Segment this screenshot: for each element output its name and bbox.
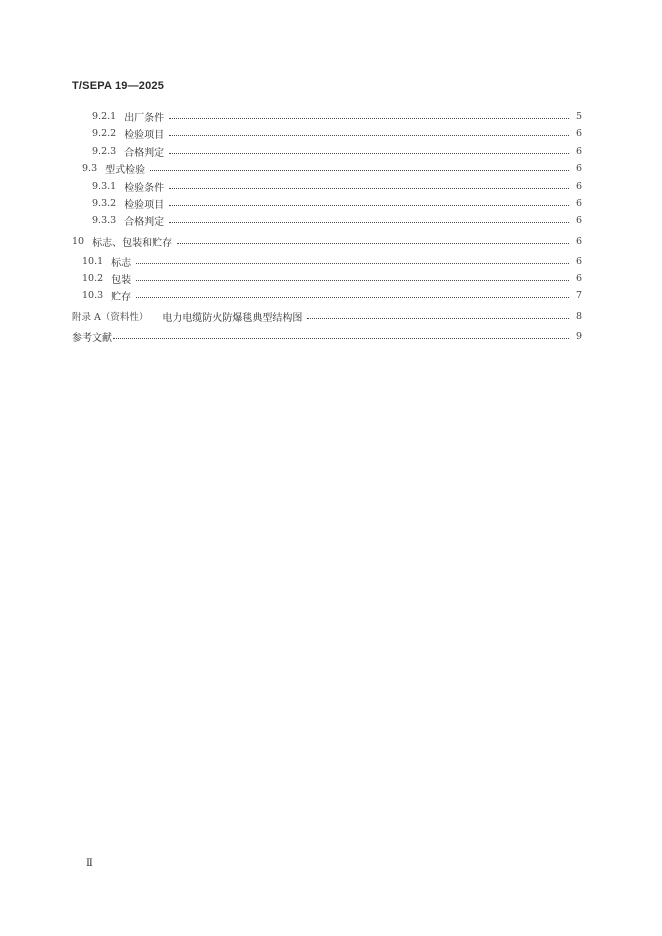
- toc-entry-number: 附录 A（资料性）: [72, 312, 149, 323]
- document-id: T/SEPA 19—2025: [72, 80, 165, 92]
- toc-entry-title: 检验项目: [124, 129, 165, 141]
- toc-entry-page: 9: [575, 330, 582, 342]
- toc-entry-page: 8: [575, 310, 582, 322]
- dot-leader: [169, 187, 569, 189]
- toc-entry-page: 6: [575, 127, 582, 139]
- toc-entry[interactable]: [92, 213, 582, 227]
- toc-entry-number: 9.2.3: [92, 145, 117, 157]
- toc-entry-number: 9.2.1: [92, 110, 117, 122]
- toc-entry-title: 电力电缆防火防爆毯典型结构图: [162, 312, 303, 324]
- toc-entry[interactable]: [92, 179, 582, 193]
- toc-entry-number: 9.2.2: [92, 127, 117, 139]
- toc-entry-title: 贮存: [111, 291, 132, 303]
- toc-entry[interactable]: [92, 126, 582, 140]
- toc-entry-number: 9.3.3: [92, 214, 117, 226]
- dot-leader: [177, 242, 569, 244]
- toc-entry-page: 5: [575, 110, 582, 122]
- toc-entry[interactable]: [82, 288, 582, 302]
- toc-entry[interactable]: [92, 196, 582, 210]
- toc-entry[interactable]: [92, 144, 582, 158]
- toc-entry-page: 6: [575, 235, 582, 247]
- toc-entry-page: 6: [575, 197, 582, 209]
- dot-leader: [169, 221, 569, 223]
- page-number: Ⅱ: [86, 858, 93, 869]
- toc-entry-number: 10.1: [82, 255, 104, 267]
- toc-entry-title: 检验条件: [124, 182, 165, 194]
- dot-leader: [150, 169, 569, 171]
- toc-entry[interactable]: [82, 271, 582, 285]
- toc-entry-title: 合格判定: [124, 147, 165, 159]
- toc-entry-title: 标志: [111, 257, 132, 269]
- toc-entry[interactable]: [72, 329, 582, 343]
- dot-leader: [136, 262, 569, 264]
- toc-entry-page: 6: [575, 255, 582, 267]
- toc-entry[interactable]: [72, 234, 582, 248]
- dot-leader: [169, 152, 569, 154]
- toc-entry-number: 9.3.1: [92, 180, 117, 192]
- toc-entry-number: 10: [72, 235, 85, 247]
- dot-leader: [169, 134, 569, 136]
- toc-entry[interactable]: [82, 254, 582, 268]
- dot-leader: [136, 296, 569, 298]
- toc-entry-page: 6: [575, 214, 582, 226]
- toc-entry-title: 出厂条件: [124, 112, 165, 124]
- toc-entry-number: 10.3: [82, 289, 104, 301]
- toc-entry-title: 合格判定: [124, 216, 165, 228]
- toc-entry[interactable]: [82, 161, 582, 175]
- toc-entry-number: 10.2: [82, 272, 104, 284]
- toc-entry-title: 检验项目: [124, 199, 165, 211]
- dot-leader: [136, 279, 569, 281]
- toc-entry-page: 6: [575, 180, 582, 192]
- toc-entry-page: 6: [575, 272, 582, 284]
- toc-entry-title: 包装: [111, 274, 132, 286]
- toc-entry-title: 参考文献: [72, 332, 112, 344]
- toc-entry-number: 9.3: [82, 162, 98, 174]
- toc-entry-number: 9.3.2: [92, 197, 117, 209]
- toc-entry-title: 型式检验: [105, 164, 146, 176]
- dot-leader: [113, 337, 569, 339]
- dot-leader: [307, 317, 569, 319]
- toc-entry-page: 7: [575, 289, 582, 301]
- toc-entry-title: 标志、包装和贮存: [92, 237, 173, 249]
- dot-leader: [169, 204, 569, 206]
- toc-entry[interactable]: [72, 309, 582, 323]
- dot-leader: [169, 117, 569, 119]
- toc-entry-page: 6: [575, 145, 582, 157]
- toc-entry[interactable]: [92, 109, 582, 123]
- toc-entry-page: 6: [575, 162, 582, 174]
